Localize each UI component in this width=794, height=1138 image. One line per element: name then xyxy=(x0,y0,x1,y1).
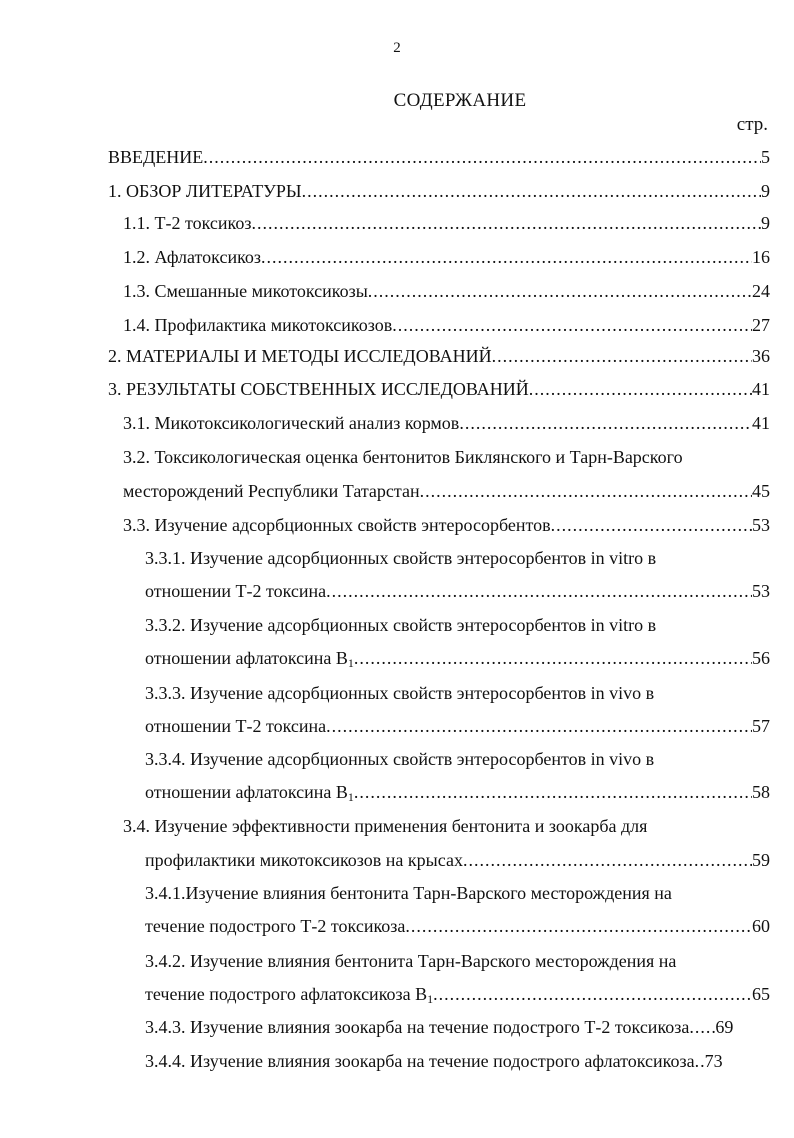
toc-entry[interactable] xyxy=(145,983,770,1010)
toc-entry-title xyxy=(145,647,354,674)
toc-entry-title-text: отношении афлатоксина В xyxy=(145,782,348,802)
toc-leader xyxy=(251,212,761,234)
toc-entry[interactable] xyxy=(145,915,770,937)
toc-entry-page: 65 xyxy=(752,984,770,1004)
toc-leader xyxy=(203,146,761,168)
toc-entry-title-line1: 3.2. Токсикологическая оценка бентонитов Биклянского и Тарн-Варского xyxy=(123,447,683,467)
toc-entry-title-line1: 3.3.4. Изучение адсорбционных свойств энтеросорбентов in vivo в xyxy=(145,749,655,769)
toc-entry[interactable] xyxy=(145,781,770,808)
toc-entry[interactable] xyxy=(145,647,770,674)
toc-entry-title: 1. ОБЗОР ЛИТЕРАТУРЫ xyxy=(108,181,302,201)
toc-entry-title: месторождений Республики Татарстан xyxy=(123,481,420,501)
toc-leader xyxy=(368,280,752,302)
toc-entry-page: 9 xyxy=(761,213,770,233)
toc-entry[interactable] xyxy=(123,280,770,302)
toc-entry[interactable] xyxy=(145,1016,770,1038)
toc-entry-page: 41 xyxy=(752,413,770,433)
toc-leader xyxy=(463,849,752,871)
subscript: 1 xyxy=(347,790,354,804)
toc-entry-page: 60 xyxy=(752,916,770,936)
subscript: 1 xyxy=(347,656,354,670)
toc-entry[interactable] xyxy=(123,246,770,268)
toc-entry[interactable] xyxy=(145,849,770,871)
toc-entry-title: профилактики микотоксикозов на крысах xyxy=(145,850,463,870)
toc-leader xyxy=(302,180,761,202)
toc-entry[interactable] xyxy=(145,580,770,602)
toc-entry-page: 59 xyxy=(752,850,770,870)
toc-entry[interactable] xyxy=(123,480,770,502)
toc-leader xyxy=(354,781,752,803)
toc-entry-title: отношении Т-2 токсина xyxy=(145,581,327,601)
toc-entry-page: 56 xyxy=(752,648,770,668)
toc-entry-page: 27 xyxy=(752,315,770,335)
toc-entry-title: течение подострого Т-2 токсикоза xyxy=(145,916,406,936)
toc-leader xyxy=(492,345,752,367)
toc-entry-title: 1.1. Т-2 токсикоз xyxy=(123,213,252,233)
toc-entry-page: 16 xyxy=(752,247,770,267)
toc-entry-title: 1.3. Смешанные микотоксикозы xyxy=(123,281,368,301)
toc-entry-title-line1: 3.4.1.Изучение влияния бентонита Тарн-Варского месторождения на xyxy=(145,883,672,903)
toc-entry-page: 53 xyxy=(752,515,770,535)
toc-entry-title: 1.4. Профилактика микотоксикозов xyxy=(123,315,393,335)
toc-entry-title xyxy=(145,983,433,1010)
toc-entry-title-line1: 3.3.2. Изучение адсорбционных свойств энтеросорбентов in vitro в xyxy=(145,615,657,635)
toc-leader xyxy=(551,514,752,536)
toc-leader xyxy=(459,412,752,434)
toc-entry-page: 24 xyxy=(752,281,770,301)
toc-entry[interactable] xyxy=(123,314,770,336)
toc-entry-title: 3.3. Изучение адсорбционных свойств энтеросорбентов xyxy=(123,515,551,535)
toc-entry-title-line1: 3.4.2. Изучение влияния бентонита Тарн-Варского месторождения на xyxy=(145,951,677,971)
page-number: 2 xyxy=(393,40,401,56)
toc-entry-title: 3.4.4. Изучение влияния зоокарба на течение подострого афлатоксикоза xyxy=(145,1051,695,1071)
toc-leader xyxy=(695,1050,705,1072)
toc-entry-page: 36 xyxy=(752,346,770,366)
toc-entry-page: 45 xyxy=(752,481,770,501)
toc-entry[interactable] xyxy=(123,514,770,536)
toc-entry-title-text: отношении афлатоксина В xyxy=(145,648,348,668)
toc-leader xyxy=(326,715,752,737)
page-column-label: стр. xyxy=(736,114,768,135)
toc-entry-page: 57 xyxy=(752,716,770,736)
subscript: 1 xyxy=(427,992,434,1006)
toc-entry-title: 1.2. Афлатоксикоз xyxy=(123,247,262,267)
toc-leader xyxy=(689,1016,715,1038)
toc-entry-title-text: течение подострого афлатоксикоза В xyxy=(145,984,428,1004)
toc-entry[interactable] xyxy=(145,715,770,737)
toc-entry-title: 3.4.3. Изучение влияния зоокарба на течение подострого Т-2 токсикоза xyxy=(145,1017,690,1037)
toc-leader xyxy=(326,580,752,602)
toc-entry[interactable] xyxy=(108,146,770,168)
toc-entry-page: 69 xyxy=(715,1017,734,1037)
toc-leader xyxy=(405,915,752,937)
toc-leader xyxy=(392,314,752,336)
toc-entry-title: 3.1. Микотоксикологический анализ кормов xyxy=(123,413,460,433)
toc-entry-page: 53 xyxy=(752,581,770,601)
toc-leader xyxy=(420,480,752,502)
toc-entry[interactable] xyxy=(123,412,770,434)
toc-entry-title-line1: 3.4. Изучение эффективности применения бентонита и зоокарба для xyxy=(123,816,648,836)
toc-entry-page: 41 xyxy=(752,379,770,399)
toc-entry-title: 2. МАТЕРИАЛЫ И МЕТОДЫ ИССЛЕДОВАНИЙ xyxy=(108,346,492,366)
toc-leader xyxy=(433,983,752,1005)
toc-entry-title: 3. РЕЗУЛЬТАТЫ СОБСТВЕННЫХ ИССЛЕДОВАНИЙ xyxy=(108,379,529,399)
toc-entry-title-line1: 3.3.1. Изучение адсорбционных свойств энтеросорбентов in vitro в xyxy=(145,548,657,568)
toc-entry-page: 73 xyxy=(704,1051,723,1071)
toc-entry-page: 5 xyxy=(761,147,770,167)
toc-entry[interactable] xyxy=(108,345,770,367)
toc-entry-title-line1: 3.3.3. Изучение адсорбционных свойств энтеросорбентов in vivo в xyxy=(145,683,655,703)
toc-entry[interactable] xyxy=(123,212,770,234)
toc-entry-title xyxy=(145,781,354,808)
toc-leader xyxy=(354,647,752,669)
toc-entry-title: ВВЕДЕНИЕ xyxy=(108,147,204,167)
toc-entry-title: отношении Т-2 токсина xyxy=(145,716,327,736)
toc-entry[interactable] xyxy=(145,1050,770,1072)
page-title: СОДЕРЖАНИЕ xyxy=(393,90,527,111)
toc-leader xyxy=(529,378,752,400)
toc-entry-page: 9 xyxy=(761,181,770,201)
toc-entry[interactable] xyxy=(108,378,770,400)
toc-entry[interactable] xyxy=(108,180,770,202)
toc-leader xyxy=(261,246,752,268)
toc-entry-page: 58 xyxy=(752,782,770,802)
